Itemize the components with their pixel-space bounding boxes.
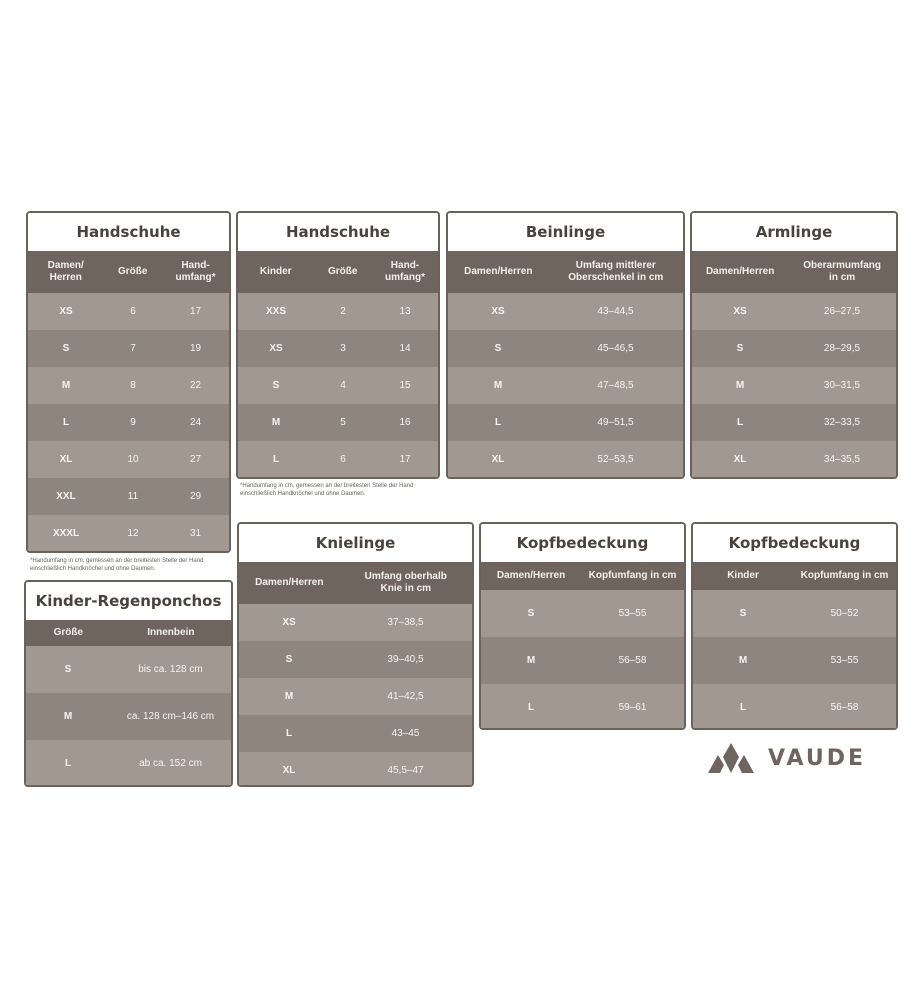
table-row <box>448 330 683 367</box>
value-cell: 41–42,5 <box>387 691 424 702</box>
value-cell: 17 <box>399 454 411 465</box>
table-row <box>28 404 229 441</box>
value-cell: 31 <box>189 528 202 539</box>
column-header: Kinder <box>727 570 759 581</box>
size-cell: L <box>285 728 293 739</box>
table-row <box>26 646 231 693</box>
value-cell: 45,5–47 <box>387 765 424 776</box>
table-row <box>448 441 683 478</box>
column-header: Kinder <box>259 266 292 277</box>
column-header: Damen/Herren <box>464 266 533 277</box>
column-header: Damen/ Herren <box>47 260 84 283</box>
value-cell: 37–38,5 <box>387 617 424 628</box>
size-cell: S <box>285 654 293 665</box>
value-cell: 7 <box>130 343 136 354</box>
size-cell: XL <box>733 454 747 465</box>
value-cell: 52–53,5 <box>597 454 634 465</box>
table-header-row <box>238 251 438 293</box>
value-cell: 47–48,5 <box>597 380 634 391</box>
table-header-row <box>693 562 896 590</box>
value-cell: 43–44,5 <box>597 306 634 317</box>
value-cell: 45–46,5 <box>597 343 634 354</box>
value-cell: 14 <box>399 343 411 354</box>
size-table-beinlinge <box>446 211 685 479</box>
size-cell: M <box>738 655 748 666</box>
value-cell: 27 <box>189 454 202 465</box>
size-table-handschuhe-adults <box>26 211 231 553</box>
table-row <box>481 590 684 637</box>
table-row <box>28 367 229 404</box>
size-cell: L <box>739 702 747 713</box>
size-cell: S <box>64 664 72 675</box>
column-header: Hand- umfang* <box>175 260 216 283</box>
size-cell: XS <box>733 306 747 317</box>
table-header-row <box>481 562 684 590</box>
value-cell: 9 <box>130 417 136 428</box>
table-title: Handschuhe <box>28 213 229 251</box>
table-row <box>28 441 229 478</box>
table-row <box>448 404 683 441</box>
size-cell: L <box>736 417 744 428</box>
size-cell: XL <box>491 454 505 465</box>
size-cell: XL <box>282 765 296 776</box>
size-cell: XS <box>282 617 296 628</box>
value-cell: 26–27,5 <box>823 306 861 317</box>
value-cell: ca. 128 cm–146 cm <box>126 711 215 722</box>
table-title: Kinder-Regenponchos <box>26 582 231 620</box>
size-cell: M <box>493 380 503 391</box>
size-table-armlinge <box>690 211 898 479</box>
size-cell: M <box>63 711 73 722</box>
table-row <box>692 330 896 367</box>
table-header-row <box>239 562 472 604</box>
column-header: Damen/Herren <box>496 570 566 581</box>
value-cell: 24 <box>189 417 202 428</box>
footnote-handschuhe-kids: *Handumfang in cm, gemessen an der breitesten Stelle der Hand einschließlich Handknöchel und ohne Daumen. <box>240 483 414 497</box>
table-row <box>28 515 229 552</box>
table-row <box>692 441 896 478</box>
size-cell: M <box>284 691 294 702</box>
size-cell: XS <box>59 306 73 317</box>
value-cell: 6 <box>130 306 136 317</box>
size-cell: L <box>272 454 280 465</box>
size-cell: S <box>272 380 280 391</box>
value-cell: 32–33,5 <box>823 417 861 428</box>
value-cell: 17 <box>189 306 202 317</box>
table-title: Knielinge <box>239 524 472 562</box>
size-cell: XXS <box>265 306 286 317</box>
size-cell: S <box>62 343 70 354</box>
size-cell: L <box>62 417 70 428</box>
size-cell: S <box>494 343 502 354</box>
value-cell: 2 <box>340 306 346 317</box>
column-header: Damen/Herren <box>705 266 775 277</box>
size-cell: S <box>739 608 747 619</box>
value-cell: 16 <box>399 417 411 428</box>
value-cell: 53–55 <box>830 655 859 666</box>
table-row <box>693 590 896 637</box>
table-header-row <box>448 251 683 293</box>
value-cell: 56–58 <box>618 655 647 666</box>
size-cell: L <box>527 702 535 713</box>
column-header: Größe <box>118 266 148 277</box>
value-cell: 11 <box>127 491 139 502</box>
table-row <box>239 678 472 715</box>
size-cell: M <box>735 380 745 391</box>
table-header-row <box>26 620 231 646</box>
column-header: Kopfumfang in cm <box>800 570 889 581</box>
value-cell: 19 <box>189 343 202 354</box>
column-header: Größe <box>53 627 84 638</box>
column-header: Innenbein <box>147 627 195 638</box>
value-cell: 29 <box>189 491 202 502</box>
value-cell: 49–51,5 <box>597 417 634 428</box>
table-row <box>239 715 472 752</box>
table-row <box>481 684 684 730</box>
table-row <box>26 693 231 740</box>
column-header: Umfang mittlerer Oberschenkel in cm <box>568 260 664 283</box>
size-cell: M <box>61 380 71 391</box>
vaude-logo <box>708 743 866 773</box>
value-cell: 28–29,5 <box>823 343 861 354</box>
vaude-logo-text: VAUDE <box>768 745 867 771</box>
table-row <box>28 330 229 367</box>
size-table-handschuhe-kids <box>236 211 440 479</box>
size-cell: L <box>64 758 72 769</box>
table-title: Armlinge <box>692 213 896 251</box>
table-header-row <box>692 251 896 293</box>
value-cell: 22 <box>189 380 202 391</box>
table-row <box>481 637 684 684</box>
table-title: Handschuhe <box>238 213 438 251</box>
size-cell: XXXL <box>52 528 80 539</box>
value-cell: 6 <box>340 454 346 465</box>
value-cell: 10 <box>127 454 139 465</box>
size-cell: S <box>736 343 744 354</box>
table-row <box>693 684 896 730</box>
value-cell: 50–52 <box>830 608 859 619</box>
table-row <box>238 330 438 367</box>
vaude-mountain-logo-icon <box>708 743 754 773</box>
size-table-kinder-regenponchos <box>24 580 233 787</box>
table-title: Beinlinge <box>448 213 683 251</box>
table-row <box>448 293 683 330</box>
value-cell: 43–45 <box>391 728 420 739</box>
table-row <box>28 293 229 330</box>
value-cell: 5 <box>340 417 346 428</box>
table-row <box>238 404 438 441</box>
value-cell: 53–55 <box>618 608 647 619</box>
column-header: Hand- umfang* <box>384 260 425 283</box>
size-cell: M <box>526 655 536 666</box>
value-cell: 39–40,5 <box>387 654 424 665</box>
table-row <box>448 367 683 404</box>
value-cell: 3 <box>340 343 346 354</box>
table-row <box>238 441 438 478</box>
value-cell: bis ca. 128 cm <box>138 664 203 675</box>
column-header: Größe <box>327 266 358 277</box>
table-title: Kopfbedeckung <box>693 524 896 562</box>
size-cell: XS <box>491 306 505 317</box>
column-header: Damen/Herren <box>255 577 324 588</box>
size-cell: S <box>527 608 535 619</box>
table-row <box>238 367 438 404</box>
column-header: Umfang oberhalb Knie in cm <box>364 571 447 594</box>
size-cell: XXL <box>56 491 76 502</box>
value-cell: 12 <box>127 528 139 539</box>
table-row <box>239 641 472 678</box>
size-cell: M <box>271 417 281 428</box>
value-cell: 15 <box>399 380 411 391</box>
value-cell: 4 <box>340 380 346 391</box>
table-row <box>238 293 438 330</box>
table-row <box>692 293 896 330</box>
value-cell: 34–35,5 <box>823 454 861 465</box>
footnote-handschuhe-adults: *Handumfang in cm, gemessen an der breitesten Stelle der Hand einschließlich Handknöchel und ohne Daumen. <box>30 558 204 572</box>
table-row <box>693 637 896 684</box>
column-header: Oberarmumfang in cm <box>803 260 882 283</box>
table-row <box>28 478 229 515</box>
value-cell: 56–58 <box>830 702 859 713</box>
table-row <box>692 404 896 441</box>
size-table-kopfbedeckung-kids <box>691 522 898 730</box>
table-row <box>26 740 231 787</box>
value-cell: ab ca. 152 cm <box>139 758 202 769</box>
size-cell: XS <box>269 343 283 354</box>
size-table-kopfbedeckung-adults <box>479 522 686 730</box>
size-cell: L <box>494 417 502 428</box>
column-header: Kopfumfang in cm <box>588 570 677 581</box>
value-cell: 13 <box>399 306 411 317</box>
table-row <box>239 604 472 641</box>
table-title: Kopfbedeckung <box>481 524 684 562</box>
size-table-knielinge <box>237 522 474 787</box>
table-row <box>692 367 896 404</box>
table-header-row <box>28 251 229 293</box>
size-cell: XL <box>59 454 73 465</box>
table-row <box>239 752 472 787</box>
value-cell: 8 <box>130 380 136 391</box>
value-cell: 59–61 <box>618 702 647 713</box>
value-cell: 30–31,5 <box>823 380 861 391</box>
